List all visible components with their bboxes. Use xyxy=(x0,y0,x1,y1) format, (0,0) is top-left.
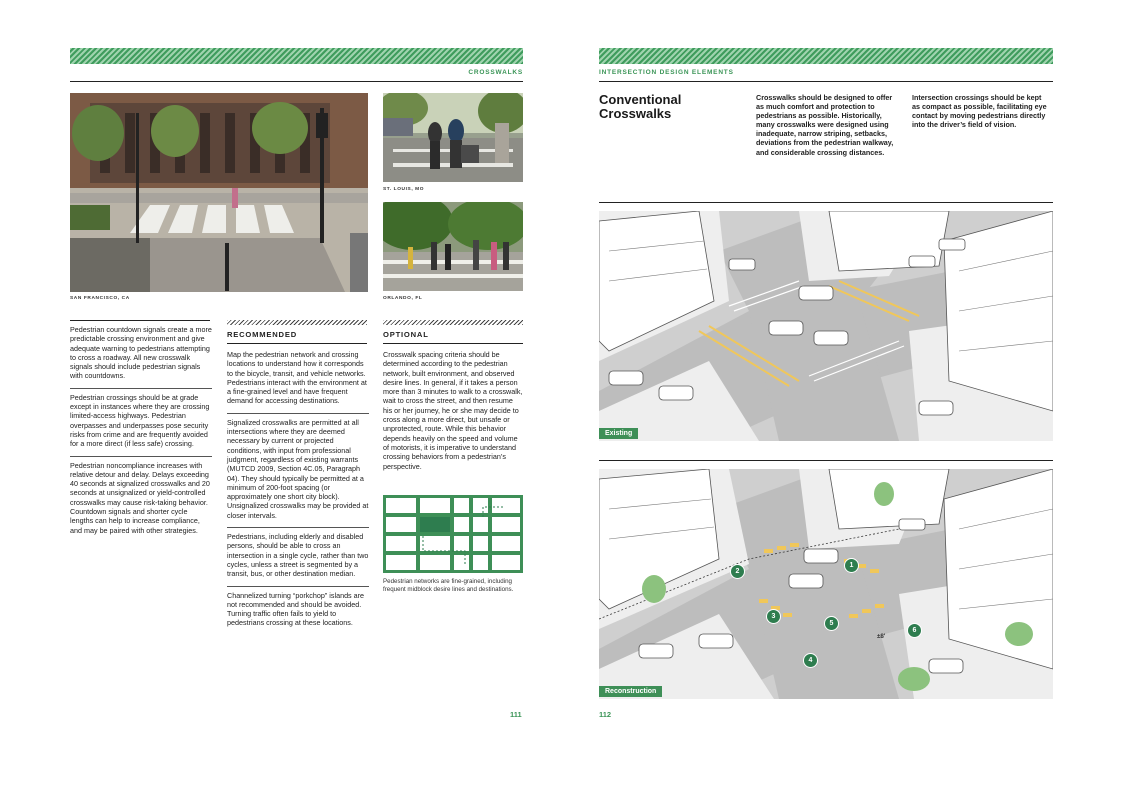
dimension-label: ±8' xyxy=(877,633,886,640)
existing-intersection-illustration xyxy=(599,211,1053,441)
existing-tag: Existing xyxy=(599,428,638,439)
recommended-paragraph: Pedestrians, including elderly and disabled persons, should be able to cross an intersection in a single cycle, rather than two cycles, unless a street is segmented by a transit, bus, or other destination median. xyxy=(227,527,369,578)
right-header-hatch-bar xyxy=(599,48,1053,64)
orlando-pedestrians-image xyxy=(383,202,523,291)
illustration-divider-rule xyxy=(599,460,1053,461)
optional-rule xyxy=(383,343,523,344)
right-page-number: 112 xyxy=(599,710,612,719)
callout-marker-2: 2 xyxy=(730,564,745,579)
left-header-label: CROSSWALKS xyxy=(468,69,523,76)
recommended-heading: RECOMMENDED xyxy=(227,330,297,339)
recommended-text xyxy=(227,350,369,635)
left-header-rule xyxy=(70,81,523,82)
col1-top-rule xyxy=(70,320,210,321)
optional-heading: OPTIONAL xyxy=(383,330,429,339)
page-title xyxy=(599,93,739,121)
san-francisco-crosswalk-image xyxy=(70,93,368,292)
recommended-hatch xyxy=(227,320,367,325)
photo-orlando xyxy=(383,202,523,291)
reconstruction-intersection-illustration xyxy=(599,469,1053,699)
optional-text xyxy=(383,350,523,478)
recommended-paragraph: Channelized turning “porkchop” islands are not recommended and should be avoided. Turning traffic often fails to yield to pedestrians crossing at these locations. xyxy=(227,586,369,628)
left-header-hatch-bar xyxy=(70,48,523,64)
callout-marker-6: 6 xyxy=(907,623,922,638)
page-title-line2: Crosswalks xyxy=(599,106,672,121)
col1-paragraph: Pedestrian countdown signals create a more predictable crossing environment and give adequate warning to pedestrians attempting to cross a roadway. All new crosswalk signals should include pedestrian signals with countdowns. xyxy=(70,325,212,381)
left-page-number: 111 xyxy=(510,710,522,719)
recommended-rule xyxy=(227,343,367,344)
pedestrian-network-diagram xyxy=(383,495,523,573)
illustration-existing xyxy=(599,211,1053,441)
intro-col1: Crosswalks should be designed to offer as much comfort and protection to pedestrians as possible. Historically, many crosswalks were designed using inadequate, narrow striping, setbacks, deviations from the pedestrian walkway, and considerable crossing distances. xyxy=(756,93,894,157)
callout-marker-4: 4 xyxy=(803,653,818,668)
callout-marker-1: 1 xyxy=(844,558,859,573)
right-header-label: INTERSECTION DESIGN ELEMENTS xyxy=(599,69,734,76)
photo-st-louis xyxy=(383,93,523,182)
intro-col2: Intersection crossings should be kept as compact as possible, facilitating eye contact by moving pedestrians directly into the driver’s field of vision. xyxy=(912,93,1047,130)
col1-paragraph: Pedestrian crossings should be at grade except in instances where they are crossing limited-access highways. Pedestrian overpasses and underpasses pose security risks from crime and are frequently avoided for a more direct (if less safe) crossing. xyxy=(70,388,212,449)
photo-san-francisco xyxy=(70,93,368,292)
reconstruction-tag: Reconstruction xyxy=(599,686,662,697)
col1-text xyxy=(70,325,212,542)
block-grid-diagram xyxy=(383,495,523,573)
callout-marker-5: 5 xyxy=(824,616,839,631)
right-header-rule xyxy=(599,81,1053,82)
st-louis-pedestrians-image xyxy=(383,93,523,182)
recommended-paragraph: Map the pedestrian network and crossing locations to understand how it corresponds to the bicycle, transit, and vehicle networks. Pedestrians interact with the environment at a fine-grained level and have frequent demand for accessing destinations. xyxy=(227,350,367,406)
optional-hatch xyxy=(383,320,523,325)
col1-paragraph: Pedestrian noncompliance increases with relative detour and delay. Delays exceeding 40 seconds at signalized crosswalks and 20 seconds at unsignalized or yield-controlled crosswalks may cause risk-taking behavior. Countdown signals and shorter cycle lengths can help to increase compliance, and may be paired with other strategies. xyxy=(70,456,212,535)
photo-caption-st-louis: ST. LOUIS, MO xyxy=(383,187,425,192)
photo-caption-san-francisco: SAN FRANCISCO, CA xyxy=(70,296,130,301)
recommended-paragraph: Signalized crosswalks are permitted at all intersections where they are deemed necessary by current or projected conditions, with input from professional judgment, regardless of existing warrants (MUTCD 2009, Section 4C.05, Paragraph 04). They should typically be permitted at a minimum of 200-foot spacing (or approximately one short city block). Unsignalized crosswalks may be provided at closer intervals. xyxy=(227,413,369,520)
optional-paragraph: Crosswalk spacing criteria should be determined according to the pedestrian network, built environment, and observed desire lines. In general, if it takes a person more than 3 minutes to walk to a crosswalk, wait to cross the street, and then resume his or her journey, he or she may decide to cross along a more direct, but unsafe or unprotected, route. While this behavior depends heavily on the speed and volume of motorists, it is imperative to understand crossing behaviors from a pedestrian’s perspective. xyxy=(383,350,523,471)
photo-caption-orlando: ORLANDO, FL xyxy=(383,296,423,301)
diagram-caption: Pedestrian networks are fine-grained, including frequent midblock desire lines and destinations. xyxy=(383,578,514,593)
callout-marker-3: 3 xyxy=(766,609,781,624)
illustration-reconstruction xyxy=(599,469,1053,699)
page-title-line1: Conventional xyxy=(599,92,682,107)
intro-bottom-rule xyxy=(599,202,1053,203)
